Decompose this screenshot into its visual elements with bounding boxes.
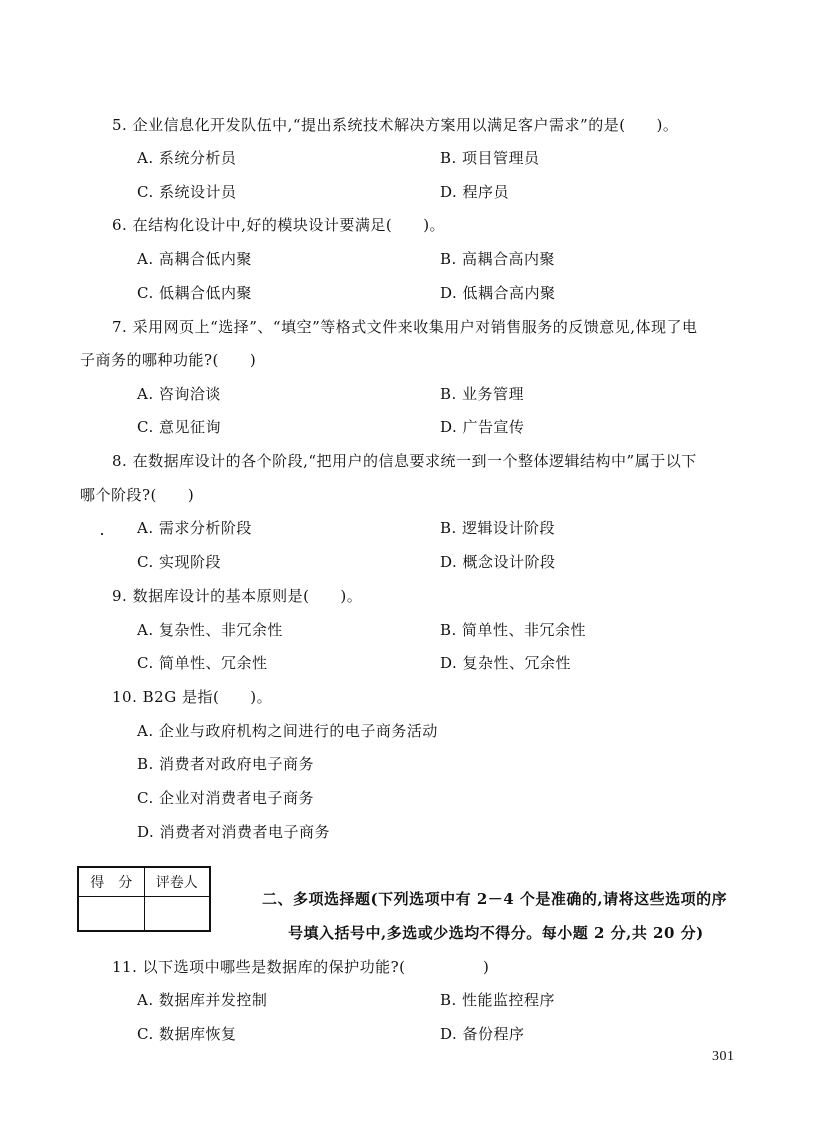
- question-9-option-c: C. 简单性、冗余性: [137, 654, 268, 672]
- question-8-stem-line2: 哪个阶段?( ): [80, 486, 195, 504]
- question-11-option-d: D. 备份程序: [440, 1025, 525, 1043]
- question-10-option-d: D. 消费者对消费者电子商务: [137, 823, 331, 841]
- question-5-option-c: C. 系统设计员: [137, 183, 237, 201]
- question-6-option-d: D. 低耦合高内聚: [440, 284, 556, 302]
- question-10-option-a: A. 企业与政府机构之间进行的电子商务活动: [137, 722, 438, 740]
- question-7-option-b: B. 业务管理: [440, 385, 525, 403]
- question-8-stem-line1: 8. 在数据库设计的各个阶段,“把用户的信息要求统一到一个整体逻辑结构中”属于以下: [112, 452, 697, 470]
- question-7-option-a: A. 咨询洽谈: [137, 385, 221, 403]
- question-11-option-c: C. 数据库恢复: [137, 1025, 237, 1043]
- question-5-option-b: B. 项目管理员: [440, 149, 540, 167]
- question-7-stem-line2: 子商务的哪种功能?( ): [80, 351, 257, 369]
- grader-label: 评卷人: [144, 867, 210, 897]
- section-2-heading-line1: 二、多项选择题(下列选项中有 2－4 个是准确的,请将这些选项的序: [262, 890, 728, 908]
- question-5-option-a: A. 系统分析员: [137, 149, 237, 167]
- question-7-option-d: D. 广告宣传: [440, 418, 525, 436]
- question-5-option-d: D. 程序员: [440, 183, 510, 201]
- question-8-option-b: B. 逻辑设计阶段: [440, 519, 556, 537]
- question-11-option-a: A. 数据库并发控制: [137, 991, 268, 1009]
- question-5-stem: 5. 企业信息化开发队伍中,“提出系统技术解决方案用以满足客户需求”的是( )。: [112, 116, 679, 134]
- question-9-option-d: D. 复杂性、冗余性: [440, 654, 572, 672]
- question-6-option-c: C. 低耦合低内聚: [137, 284, 252, 302]
- stray-mark: [101, 533, 103, 535]
- question-7-option-c: C. 意见征询: [137, 418, 221, 436]
- question-6-option-b: B. 高耦合高内聚: [440, 250, 556, 268]
- question-8-option-a: A. 需求分析阶段: [137, 519, 252, 537]
- question-7-stem-line1: 7. 采用网页上“选择”、“填空”等格式文件来收集用户对销售服务的反馈意见,体现了电: [112, 318, 698, 336]
- section-2-heading-line2: 号填入括号中,多选或少选均不得分。每小题 2 分,共 20 分): [288, 924, 704, 942]
- question-8-option-c: C. 实现阶段: [137, 553, 221, 571]
- score-cell: [78, 897, 144, 932]
- question-10-stem: 10. B2G 是指( )。: [112, 688, 273, 706]
- question-11-option-b: B. 性能监控程序: [440, 991, 556, 1009]
- question-6-option-a: A. 高耦合低内聚: [137, 250, 252, 268]
- question-8-option-d: D. 概念设计阶段: [440, 553, 556, 571]
- question-9-stem: 9. 数据库设计的基本原则是( )。: [112, 587, 363, 605]
- question-10-option-c: C. 企业对消费者电子商务: [137, 789, 314, 807]
- score-label: 得 分: [78, 867, 144, 897]
- score-box: [77, 866, 211, 932]
- question-10-option-b: B. 消费者对政府电子商务: [137, 755, 315, 773]
- question-11-stem: 11. 以下选项中哪些是数据库的保护功能?( ): [112, 958, 490, 976]
- question-9-option-b: B. 简单性、非冗余性: [440, 621, 587, 639]
- question-6-stem: 6. 在结构化设计中,好的模块设计要满足( )。: [112, 216, 446, 234]
- question-9-option-a: A. 复杂性、非冗余性: [137, 621, 283, 639]
- grader-cell: [144, 897, 210, 932]
- page-number: 301: [712, 1049, 735, 1064]
